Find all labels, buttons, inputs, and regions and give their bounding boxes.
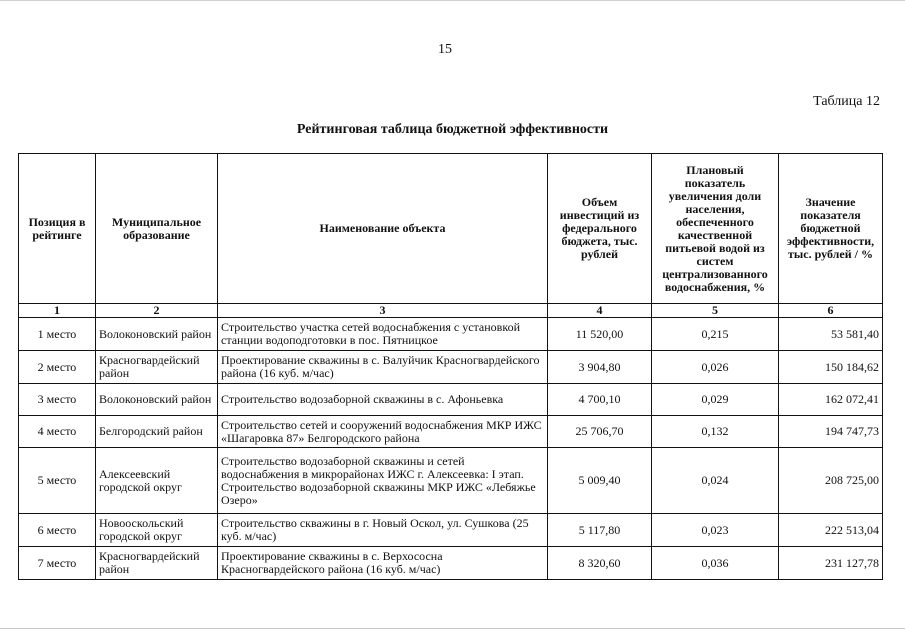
header-position: Позиция в рейтинге: [19, 154, 96, 304]
cell-investment: 3 904,80: [548, 351, 652, 384]
table-header-row: [19, 154, 883, 304]
cell-object: Строительство водозаборной скважины и сетей водоснабжения в микрорайонах ИЖС г. Алексеевка: I этап. Строительство водозаборной скважины МКР ИЖС «Лебяжье Озеро»: [218, 448, 548, 514]
table-row: [19, 384, 883, 416]
cell-efficiency: 208 725,00: [779, 448, 883, 514]
cell-investment: 5 009,40: [548, 448, 652, 514]
table-row: [19, 448, 883, 514]
table-label: Таблица 12: [813, 94, 880, 109]
column-number: 5: [652, 304, 779, 318]
cell-investment: 25 706,70: [548, 416, 652, 448]
cell-efficiency: 150 184,62: [779, 351, 883, 384]
cell-efficiency: 194 747,73: [779, 416, 883, 448]
cell-municipality: Алексеевский городской округ: [96, 448, 218, 514]
cell-efficiency: 53 581,40: [779, 318, 883, 351]
cell-share: 0,026: [652, 351, 779, 384]
cell-municipality: Новооскольский городской округ: [96, 514, 218, 547]
cell-efficiency: 162 072,41: [779, 384, 883, 416]
table-row: [19, 514, 883, 547]
cell-position: 5 место: [19, 448, 96, 514]
table-row: [19, 318, 883, 351]
cell-share: 0,036: [652, 547, 779, 580]
cell-object: Проектирование скважины в с. Валуйчик Красногвардейского района (16 куб. м/час): [218, 351, 548, 384]
cell-municipality: Красногвардейский район: [96, 547, 218, 580]
column-number: 4: [548, 304, 652, 318]
cell-investment: 8 320,60: [548, 547, 652, 580]
cell-municipality: Волоконовский район: [96, 318, 218, 351]
column-number: 1: [19, 304, 96, 318]
header-municipality: Муниципальное образование: [96, 154, 218, 304]
cell-share: 0,215: [652, 318, 779, 351]
page-number: 15: [438, 42, 452, 57]
cell-municipality: Красногвардейский район: [96, 351, 218, 384]
cell-object: Строительство участка сетей водоснабжения с установкой станции водоподготовки в пос. Пятницкое: [218, 318, 548, 351]
cell-share: 0,024: [652, 448, 779, 514]
header-object: Наименование объекта: [218, 154, 548, 304]
cell-municipality: Волоконовский район: [96, 384, 218, 416]
column-number: 6: [779, 304, 883, 318]
cell-position: 6 место: [19, 514, 96, 547]
column-number: 2: [96, 304, 218, 318]
cell-investment: 11 520,00: [548, 318, 652, 351]
cell-investment: 5 117,80: [548, 514, 652, 547]
cell-share: 0,029: [652, 384, 779, 416]
cell-efficiency: 222 513,04: [779, 514, 883, 547]
cell-position: 4 место: [19, 416, 96, 448]
cell-position: 7 место: [19, 547, 96, 580]
cell-share: 0,023: [652, 514, 779, 547]
cell-investment: 4 700,10: [548, 384, 652, 416]
cell-object: Строительство скважины в г. Новый Оскол, ул. Сушкова (25 куб. м/час): [218, 514, 548, 547]
cell-efficiency: 231 127,78: [779, 547, 883, 580]
cell-object: Проектирование скважины в с. Верхососна Красногвардейского района (16 куб. м/час): [218, 547, 548, 580]
column-number: 3: [218, 304, 548, 318]
cell-object: Строительство сетей и сооружений водоснабжения МКР ИЖС «Шагаровка 87» Белгородского района: [218, 416, 548, 448]
header-investment: Объем инвестиций из федерального бюджета, тыс. рублей: [548, 154, 652, 304]
cell-position: 1 место: [19, 318, 96, 351]
rating-table: [18, 153, 883, 580]
page-bottom-edge: [0, 628, 905, 629]
column-number-row: [19, 304, 883, 318]
cell-share: 0,132: [652, 416, 779, 448]
header-share: Плановый показатель увеличения доли населения, обеспеченного качественной питьевой водой из систем централизованного водоснабжения, %: [652, 154, 779, 304]
header-efficiency: Значение показателя бюджетной эффективности, тыс. рублей / %: [779, 154, 883, 304]
cell-object: Строительство водозаборной скважины в с. Афоньевка: [218, 384, 548, 416]
table-row: [19, 416, 883, 448]
table-row: [19, 547, 883, 580]
cell-position: 3 место: [19, 384, 96, 416]
table-row: [19, 351, 883, 384]
cell-municipality: Белгородский район: [96, 416, 218, 448]
page-top-edge: [0, 0, 905, 1]
document-title: Рейтинговая таблица бюджетной эффективности: [296, 122, 609, 137]
cell-position: 2 место: [19, 351, 96, 384]
